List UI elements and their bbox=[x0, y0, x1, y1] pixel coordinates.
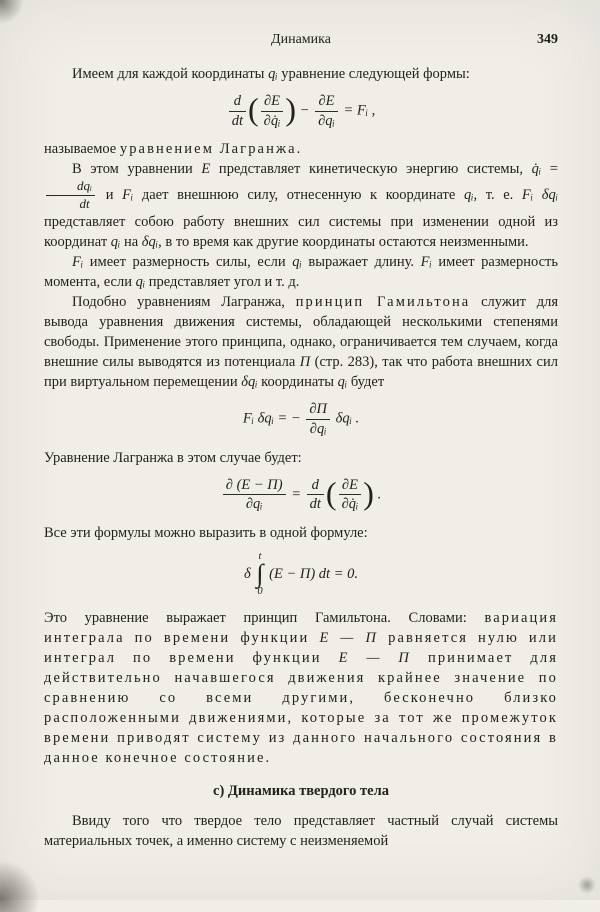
paragraph-lagrange-caption: называемое уравнением Лагранжа. bbox=[44, 141, 303, 158]
paragraph-energy-explanation: В этом уравнении E представляет кинетическую энергию системы, q̇ᵢ = $\frac{\text{dqᵢ}}{dt}$ и Fᵢ дает внешнюю силу, отнесенную к координате qᵢ, т. е. Fᵢ δqᵢ представляет собою работу внешних сил системы при изменении одной из координат qᵢ на δqᵢ, в то время как другие координаты остаются неизменными. bbox=[44, 161, 558, 251]
scan-artifact-bottom-left bbox=[0, 860, 40, 912]
formula-lagrange-equation: $\frac{d}{dt}$ ( $\frac{\partial E}{\text{∂q̇ᵢ}}$ ) − $\frac{\partial E}{\text{∂qᵢ}}$ = Fᵢ , bbox=[44, 93, 558, 129]
formula-virtual-work: Fᵢ δqᵢ = − $\frac{\partial П}{\text{∂qᵢ}}$ δqᵢ . bbox=[242, 401, 360, 437]
running-head-title: Динамика bbox=[271, 32, 331, 47]
paragraph-coordinates-intro: Имеем для каждой координаты qᵢ уравнение следующей формы: bbox=[72, 66, 470, 82]
formula-lagrange-potential: $\frac{\partial (E - П)}{\text{∂qᵢ}}$ = $\frac{d}{dt}$ ( $\frac{\partial E}{\text{∂q̇ᵢ}}$ ) . bbox=[44, 477, 558, 513]
scan-artifact-bottom-right bbox=[578, 876, 596, 894]
section-heading-rigid-body: с) Динамика твердого тела bbox=[213, 782, 389, 799]
paragraph-dimension-note: Fᵢ имеет размерность силы, если qᵢ выражает длину. Fᵢ имеет размерность момента, если qᵢ представляет угол и т. д. bbox=[44, 254, 558, 291]
running-head bbox=[44, 30, 558, 50]
paragraph-single-formula-intro: Все эти формулы можно выразить в одной формуле: bbox=[44, 524, 368, 541]
paragraph-rigid-body-intro: Ввиду того что твердое тело представляет частный случай системы материальных точек, а именно систему с неизменяемой bbox=[44, 812, 558, 849]
formula-hamilton-integral: δ t ∫ 0 (E − П) dt = 0. bbox=[244, 550, 358, 598]
paragraph-hamilton-statement: Это уравнение выражает принцип Гамильтона. Словами: вариация интеграла по времени функции E — П равняется нулю или интеграл по времени функции E — П принимает для действительно начавшегося движения крайнее значение по сравнению со всеми другими, бесконечно близко расположенными движениями, которые за тот же промежуток времени приводят систему из данного начального состояния в данное конечное состояние. bbox=[44, 609, 558, 766]
scan-artifact-top-left bbox=[0, 0, 24, 24]
paragraph-hamilton-principle-intro: Подобно уравнениям Лагранжа, принцип Гамильтона служит для вывода уравнения движения системы, обладающей несколькими степенями свободы. Применение этого принципа, однако, ограничивается тем случаем, когда внешние силы выводятся из потенциала П (стр. 283), так что работа внешних сил при виртуальном перемещении δqᵢ координаты qᵢ будет bbox=[44, 294, 558, 391]
page-number: 349 bbox=[537, 32, 558, 47]
paragraph-lagrange-case: Уравнение Лагранжа в этом случае будет: bbox=[44, 449, 302, 466]
